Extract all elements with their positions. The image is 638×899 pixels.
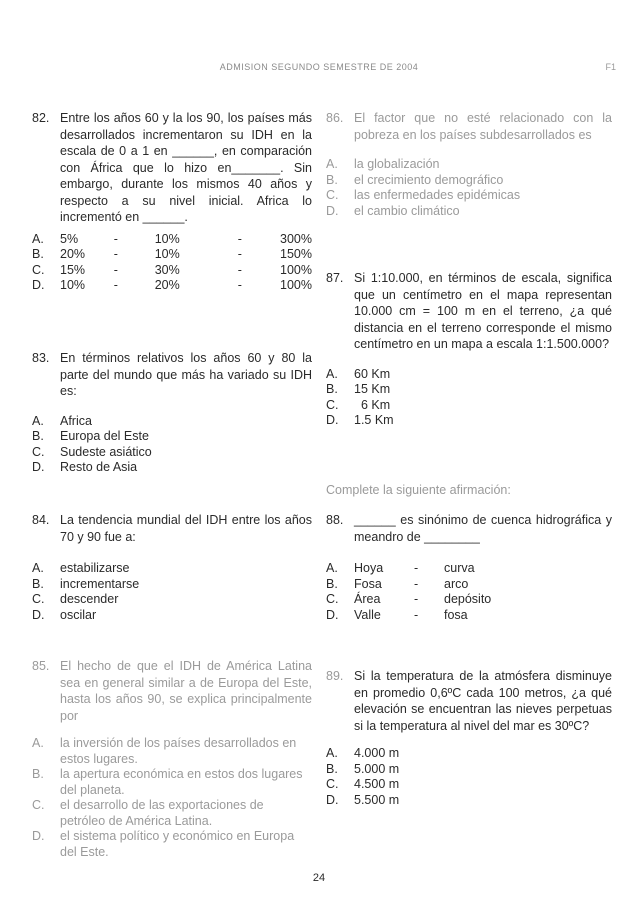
option-d[interactable] [32, 608, 312, 624]
option-letter: A. [32, 736, 44, 750]
question-89 [326, 668, 612, 808]
option-letter: D. [326, 413, 339, 427]
option-text: Sudeste asiático [60, 444, 152, 459]
option-text: 1.5 Km [354, 413, 394, 427]
option-text: el desarrollo de las exportaciones de petróleo de América Latina. [60, 798, 264, 828]
option-letter: A. [326, 746, 338, 760]
option-letter: D. [326, 607, 339, 622]
question-87 [326, 270, 612, 429]
options-85 [32, 736, 312, 860]
option-text: incrementarse [60, 576, 140, 591]
option-c[interactable] [326, 398, 612, 414]
question-number: 86. [326, 111, 344, 125]
option-letter: C. [32, 262, 45, 277]
option-letter: C. [326, 777, 339, 791]
option-dash: - [237, 278, 242, 292]
option-value: Valle [354, 607, 381, 622]
option-b[interactable] [32, 767, 312, 798]
option-text: descender [60, 592, 119, 606]
option-letter: B. [326, 172, 338, 187]
option-letter: C. [32, 798, 45, 812]
option-dash: - [237, 262, 242, 277]
question-number: 85. [32, 659, 50, 673]
options-86 [326, 157, 612, 219]
question-86 [326, 110, 612, 219]
option-text: 60 Km [354, 366, 391, 381]
page-header: ADMISION SEGUNDO SEMESTRE DE 2004 [219, 62, 419, 72]
option-letter: D. [32, 607, 45, 622]
option-b[interactable] [326, 173, 612, 189]
option-a[interactable] [326, 157, 612, 173]
option-text: la apertura económica en estos dos lugares del planeta. [60, 767, 303, 797]
option-letter: A. [32, 413, 44, 428]
option-d[interactable] [32, 278, 312, 294]
option-text: Europa del Este [60, 429, 149, 443]
option-b[interactable] [326, 382, 612, 398]
question-82 [32, 110, 312, 294]
option-letter: B. [32, 767, 44, 781]
option-dash: - [113, 231, 118, 246]
option-letter: D. [326, 203, 339, 218]
option-letter: C. [32, 592, 45, 606]
option-value: fosa [444, 607, 468, 622]
question-stem: La tendencia mundial del IDH entre los años 70 y 90 fue a: [60, 513, 312, 544]
option-a[interactable] [32, 561, 312, 577]
option-value: 10% [154, 247, 180, 261]
option-letter: C. [326, 188, 339, 202]
option-value: 10% [154, 231, 180, 246]
question-stem: El hecho de que el IDH de América Latina sea en general similar a de Europa del Este, hasta los años 90, se explica principalmente por [60, 659, 312, 723]
option-text: la globalización [354, 157, 440, 171]
instruction-text: Complete la siguiente afirmación: [326, 483, 511, 497]
option-c[interactable] [32, 263, 312, 279]
option-a[interactable] [326, 561, 612, 577]
option-a[interactable] [32, 736, 312, 767]
question-stem: ______ es sinónimo de cuenca hidrográfica y meandro de ________ [354, 513, 612, 544]
options-84 [32, 561, 312, 623]
option-d[interactable] [326, 793, 612, 809]
page-header-code: F1 [605, 62, 616, 72]
option-d[interactable] [326, 608, 612, 624]
option-letter: A. [32, 561, 44, 575]
question-number: 82. [32, 111, 50, 125]
options-89 [326, 746, 612, 808]
option-letter: D. [32, 460, 45, 474]
option-text: Africa [60, 413, 92, 428]
option-dash: - [113, 278, 118, 292]
question-number: 83. [32, 351, 50, 365]
option-d[interactable] [32, 460, 312, 476]
option-value: 15% [60, 262, 86, 277]
question-stem: El factor que no esté relacionado con la pobreza en los países subdesarrollados es [354, 111, 612, 142]
page-number: 24 [312, 872, 326, 884]
option-text: la inversión de los países desarrollados en estos lugares. [60, 736, 297, 766]
question-number: 84. [32, 513, 50, 527]
option-c[interactable] [326, 592, 612, 608]
option-value: 20% [60, 247, 86, 261]
option-letter: D. [32, 278, 45, 292]
option-letter: A. [326, 366, 338, 381]
question-85 [32, 658, 312, 860]
option-value: 100% [280, 262, 312, 277]
question-number: 89. [326, 669, 344, 683]
option-letter: A. [326, 561, 338, 575]
option-a[interactable] [32, 232, 312, 248]
option-value: arco [444, 576, 469, 591]
option-text: Resto de Asia [60, 460, 138, 474]
option-letter: B. [326, 761, 338, 776]
option-letter: B. [32, 429, 44, 443]
option-value: Área [354, 592, 381, 606]
option-text: 4.000 m [354, 746, 400, 760]
option-b[interactable] [326, 577, 612, 593]
option-letter: B. [32, 576, 44, 591]
option-a[interactable] [326, 746, 612, 762]
option-value: 100% [280, 278, 312, 292]
option-b[interactable] [326, 762, 612, 778]
option-value: Fosa [354, 576, 382, 591]
option-letter: B. [32, 247, 44, 261]
option-d[interactable] [32, 829, 312, 860]
option-c[interactable] [326, 777, 612, 793]
option-b[interactable] [32, 247, 312, 263]
option-value: curva [444, 561, 475, 575]
options-83 [32, 414, 312, 476]
question-stem: Entre los años 60 y la los 90, los países más desarrollados incrementaron su IDH en la escala de 0 a 1 en ______, en comparación con África que lo hizo en_______. Sin embargo, durante los mismos 40 años y respecto a su nivel inicial. Africa lo incrementó en ______. [60, 111, 312, 224]
option-dash: - [113, 262, 118, 277]
question-stem: En términos relativos los años 60 y 80 la parte del mundo que más ha variado su IDH es: [60, 351, 312, 398]
option-letter: C. [32, 444, 45, 459]
option-letter: A. [326, 157, 338, 171]
option-dash: - [113, 247, 118, 261]
option-b[interactable] [32, 577, 312, 593]
option-text: las enfermedades epidémicas [354, 188, 521, 202]
option-text: el cambio climático [354, 203, 460, 218]
option-d[interactable] [326, 204, 612, 220]
option-text: 4.500 m [354, 777, 400, 791]
option-dash: - [414, 607, 419, 622]
option-c[interactable] [32, 592, 312, 608]
option-value: 10% [60, 278, 86, 292]
option-letter: B. [326, 382, 338, 396]
question-number: 88. [326, 513, 344, 527]
option-text: el crecimiento demográfico [354, 172, 504, 187]
option-letter: C. [326, 397, 339, 412]
option-letter: A. [32, 231, 44, 246]
option-letter: C. [326, 592, 339, 606]
option-c[interactable] [32, 798, 312, 829]
option-text: 6 Km [354, 397, 391, 412]
question-83 [32, 350, 312, 476]
option-letter: B. [326, 576, 338, 591]
option-dash: - [237, 231, 242, 246]
option-text: 15 Km [354, 382, 391, 396]
option-d[interactable] [326, 413, 612, 429]
option-value: 20% [154, 278, 180, 292]
question-stem: Si 1:10.000, en términos de escala, significa que un centímetro en el mapa representan 10.000 cm = 100 m en el terreno, ¿a qué distancia en el terreno corresponde el mismo centímetro en un mapa a escala 1:1.500.000? [354, 271, 612, 351]
question-number: 87. [326, 271, 344, 285]
options-88 [326, 561, 612, 623]
option-value: 5% [60, 231, 79, 246]
option-b[interactable] [32, 429, 312, 445]
option-text: el sistema político y económico en Europa del Este. [60, 829, 295, 859]
option-text: 5.500 m [354, 792, 400, 807]
option-dash: - [237, 247, 242, 261]
option-text: 5.000 m [354, 761, 400, 776]
option-text: estabilizarse [60, 561, 130, 575]
option-text: oscilar [60, 607, 97, 622]
question-84 [32, 512, 312, 623]
option-value: Hoya [354, 561, 384, 575]
option-dash: - [414, 592, 419, 606]
option-value: 300% [280, 231, 312, 246]
option-a[interactable] [326, 367, 612, 383]
question-stem: Si la temperatura de la atmósfera disminuye en promedio 0,6ºC cada 100 metros, ¿a qué elevación se encuentran las nieves perpetuas si la temperatura al nivel del mar es 30ºC? [354, 669, 612, 733]
option-dash: - [414, 576, 419, 591]
option-c[interactable] [326, 188, 612, 204]
option-a[interactable] [32, 414, 312, 430]
options-82 [32, 232, 312, 294]
option-dash: - [414, 561, 419, 575]
option-letter: D. [326, 792, 339, 807]
option-value: 30% [154, 262, 180, 277]
question-88 [326, 512, 612, 623]
option-letter: D. [32, 829, 45, 843]
options-87 [326, 367, 612, 429]
option-value: depósito [444, 592, 492, 606]
option-c[interactable] [32, 445, 312, 461]
option-value: 150% [280, 247, 312, 261]
